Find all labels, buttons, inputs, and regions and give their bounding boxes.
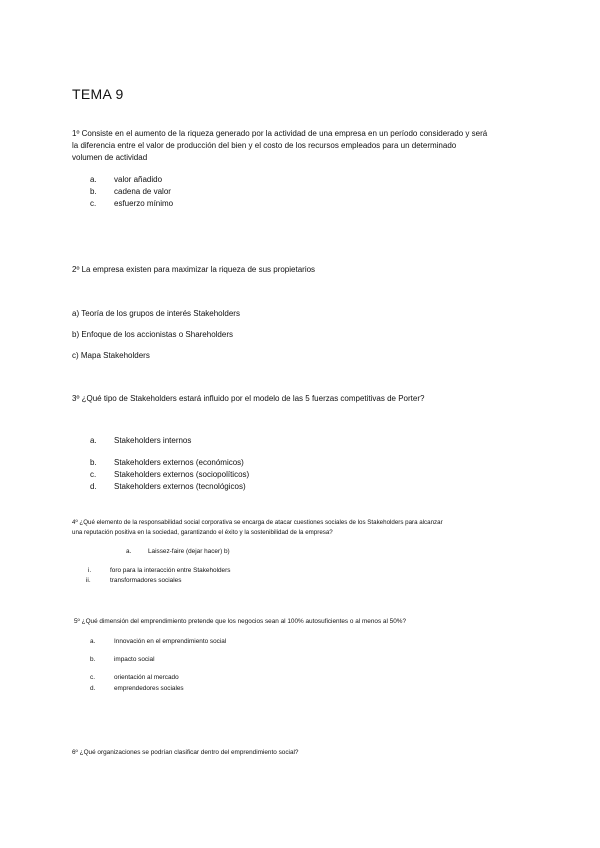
question-5-option-a bbox=[90, 637, 226, 646]
option-text: Stakeholders externos (tecnológicos) bbox=[114, 482, 246, 491]
option-marker: d. bbox=[90, 685, 96, 692]
option-marker: c. bbox=[90, 470, 97, 479]
page-title: TEMA 9 bbox=[72, 86, 124, 102]
option-marker: a. bbox=[90, 436, 97, 445]
question-3-option-b bbox=[90, 457, 244, 468]
option-text: orientación al mercado bbox=[114, 674, 179, 681]
option-marker: i. bbox=[88, 567, 92, 574]
option-marker: ii. bbox=[86, 577, 91, 584]
option-text: valor añadido bbox=[114, 175, 163, 184]
question-3-option-d bbox=[90, 481, 246, 492]
question-3-option-a bbox=[90, 435, 191, 446]
option-marker: c. bbox=[90, 674, 95, 681]
option-text: Laissez-faire (dejar hacer) b) bbox=[148, 548, 230, 555]
option-text: emprendedores sociales bbox=[114, 685, 184, 692]
question-6: 6º ¿Qué organizaciones se podrían clasificar dentro del emprendimiento social? bbox=[72, 749, 299, 756]
option-text: cadena de valor bbox=[114, 187, 171, 196]
option-marker: a. bbox=[126, 548, 132, 555]
option-text: transformadores sociales bbox=[110, 577, 182, 584]
question-2: 2º La empresa existen para maximizar la riqueza de sus propietarios bbox=[72, 265, 316, 274]
question-2-option-c: c) Mapa Stakeholders bbox=[72, 351, 150, 360]
option-text: Stakeholders externos (económicos) bbox=[114, 458, 244, 467]
question-5-option-c bbox=[90, 673, 179, 682]
option-text: impacto social bbox=[114, 656, 155, 663]
question-5: 5º ¿Qué dimensión del emprendimiento pretende que los negocios sean al 100% autosuficientes o al menos al 50%? bbox=[74, 618, 407, 625]
option-text: Innovación en el emprendimiento social bbox=[114, 638, 227, 645]
question-1-option-c bbox=[90, 198, 173, 209]
question-4-option-a bbox=[126, 547, 230, 556]
option-text: Stakeholders internos bbox=[114, 436, 192, 445]
question-1-line-1: 1º Consiste en el aumento de la riqueza generado por la actividad de una empresa en un período considerado y será bbox=[72, 129, 488, 138]
option-text: foro para la interacción entre Stakeholders bbox=[110, 567, 231, 574]
option-marker: b. bbox=[90, 458, 97, 467]
question-1-option-a bbox=[90, 174, 162, 185]
option-marker: b. bbox=[90, 656, 96, 663]
question-4-line-1: 4º ¿Qué elemento de la responsabilidad social corporativa se encarga de atacar cuestiones sociales de los Stakeholders para alcanzar bbox=[72, 519, 443, 526]
option-marker: a. bbox=[90, 175, 97, 184]
question-5-option-b bbox=[90, 655, 155, 664]
question-4-line-2: una reputación positiva en la sociedad, garantizando el éxito y la sostenibilidad de la empresa? bbox=[72, 529, 333, 536]
question-5-option-d bbox=[90, 684, 184, 693]
question-3: 3º ¿Qué tipo de Stakeholders estará influido por el modelo de las 5 fuerzas competitivas de Porter? bbox=[72, 394, 425, 403]
option-marker: a. bbox=[90, 638, 96, 645]
option-text: esfuerzo mínimo bbox=[114, 199, 174, 208]
question-1-line-3: volumen de actividad bbox=[72, 153, 148, 162]
option-marker: b. bbox=[90, 187, 97, 196]
question-4-option-i bbox=[88, 566, 230, 575]
question-4-option-ii bbox=[86, 576, 181, 585]
option-marker: d. bbox=[90, 482, 97, 491]
question-3-option-c bbox=[90, 469, 249, 480]
question-2-option-b: b) Enfoque de los accionistas o Shareholders bbox=[72, 330, 233, 339]
question-1-option-b bbox=[90, 186, 171, 197]
question-1-line-2: la diferencia entre el valor de producción del bien y el costo de los recursos empleados para un determinado bbox=[72, 141, 457, 150]
question-2-option-a: a) Teoría de los grupos de interés Stakeholders bbox=[72, 309, 240, 318]
option-marker: c. bbox=[90, 199, 97, 208]
option-text: Stakeholders externos (sociopolíticos) bbox=[114, 470, 250, 479]
